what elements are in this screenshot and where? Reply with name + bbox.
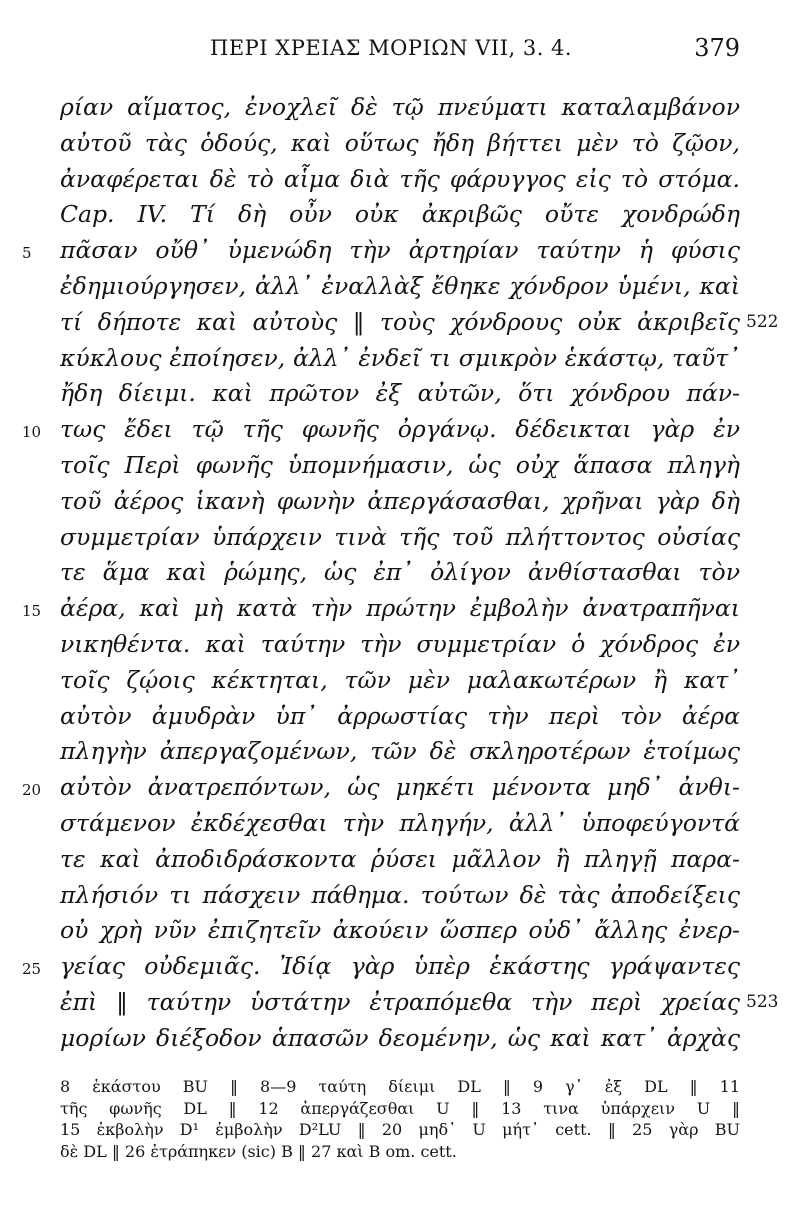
- line-text: οὐ χρὴ νῦν ἐπιζητεῖν ἀκούειν ὥσπερ οὐδ᾽ ἄλλης ἐνερ-: [60, 916, 740, 945]
- text-line: [0, 448, 800, 484]
- line-text: μορίων διέξοδον ἁπασῶν δεομένην, ὡς καὶ κατ᾽ ἀρχὰς: [60, 1023, 740, 1052]
- line-text: ἤδη δίειμι. καὶ πρῶτον ἐξ αὐτῶν, ὅτι χόνδρου πάν-: [60, 379, 740, 408]
- line-text: τε καὶ ἀποδιδράσκοντα ῥύσει μᾶλλον ἢ πληγῇ παρα-: [60, 844, 740, 873]
- page-header: [60, 36, 740, 66]
- text-line: [0, 197, 800, 233]
- text-line: [0, 770, 800, 806]
- text-line: [0, 520, 800, 556]
- text-line: [0, 985, 800, 1021]
- text-line: [0, 734, 800, 770]
- text-line: [0, 949, 800, 985]
- line-text: ἐδημιούργησεν, ἀλλ᾽ ἐναλλὰξ ἔθηκε χόνδρον ὑμένι, καὶ: [60, 271, 740, 300]
- text-line: [0, 484, 800, 520]
- line-text: συμμετρίαν ὑπάρχειν τινὰ τῆς τοῦ πλήττοντος οὐσίας: [60, 522, 740, 551]
- footnote-line: τῆς φωνῆς DL ‖ 12 ἀπεργάζεσθαι U ‖ 13 τινα ὑπάρχειν U ‖: [60, 1098, 740, 1118]
- line-text: στάμενον ἐκδέχεσθαι τὴν πληγήν, ἀλλ᾽ ὑποφεύγοντά: [60, 808, 740, 837]
- text-line: [0, 806, 800, 842]
- text-line: [0, 663, 800, 699]
- text-line: [0, 126, 800, 162]
- text-line: [0, 412, 800, 448]
- text-line: [0, 842, 800, 878]
- main-text: [0, 90, 800, 1057]
- line-text: αὐτοῦ τὰς ὁδούς, καὶ οὕτως ἤδη βήττει μὲν τὸ ζῷον,: [60, 128, 740, 157]
- apparatus-criticus: [60, 1076, 740, 1162]
- line-text: πᾶσαν οὔθ᾽ ὑμενώδη τὴν ἀρτηρίαν ταύτην ἡ φύσις: [60, 236, 740, 265]
- line-text: γείας οὐδεμιᾶς. Ἰδίᾳ γὰρ ὑπὲρ ἑκάστης γράψαντες: [60, 952, 740, 981]
- text-line: [0, 555, 800, 591]
- page-number: 379: [694, 34, 740, 62]
- margin-page-ref: 523: [746, 991, 779, 1012]
- text-line: [0, 233, 800, 269]
- line-text: ἀναφέρεται δὲ τὸ αἷμα διὰ τῆς φάρυγγος εἰς τὸ στόμα.: [60, 164, 740, 193]
- line-text: τε ἅμα καὶ ῥώμης, ὡς ἐπ᾽ ὀλίγον ἀνθίστασθαι τὸν: [60, 558, 740, 587]
- footnote-line: 15 ἐκβολὴν D¹ ἐμβολὴν D²LU ‖ 20 μηδ᾽ U μήτ᾽ cett. ‖ 25 γὰρ BU: [60, 1120, 740, 1139]
- line-number: 10: [22, 423, 42, 442]
- text-line: [0, 627, 800, 663]
- line-text: τως ἔδει τῷ τῆς φωνῆς ὀργάνῳ. δέδεικται γὰρ ἐν: [60, 415, 740, 444]
- line-text: τί δήποτε καὶ αὐτοὺς ‖ τοὺς χόνδρους οὐκ ἀκριβεῖς: [60, 307, 740, 336]
- text-line: [0, 878, 800, 914]
- text-line: [0, 341, 800, 377]
- line-text: Cap. IV. Τί δὴ οὖν οὐκ ἀκριβῶς οὔτε χονδρώδη: [60, 200, 740, 229]
- line-text: πληγὴν ἀπεργαζομένων, τῶν δὲ σκληροτέρων ἑτοίμως: [60, 737, 740, 766]
- text-line: [0, 305, 800, 341]
- text-line: [0, 699, 800, 735]
- text-line: [0, 1021, 800, 1057]
- line-text: ἀέρα, καὶ μὴ κατὰ τὴν πρώτην ἐμβολὴν ἀνατραπῆναι: [60, 594, 740, 623]
- footnote-line: δὲ DL ‖ 26 ἐτράπηκεν (sic) B ‖ 27 καὶ B om. cett.: [60, 1141, 457, 1161]
- line-number: 15: [22, 602, 42, 621]
- line-text: ρίαν αἵματος, ἐνοχλεῖ δὲ τῷ πνεύματι καταλαμβάνον: [60, 93, 740, 121]
- line-number: 20: [22, 781, 42, 800]
- line-text: κύκλους ἐποίησεν, ἀλλ᾽ ἐνδεῖ τι σμικρὸν ἑκάστῳ, ταῦτ᾽: [60, 343, 740, 372]
- text-line: [0, 913, 800, 949]
- text-line: [0, 269, 800, 305]
- margin-page-ref: 522: [746, 311, 779, 332]
- line-text: πλήσιόν τι πάσχειν πάθημα. τούτων δὲ τὰς ἀποδείξεις: [60, 880, 740, 909]
- line-text: αὐτὸν ἀνατρεπόντων, ὡς μηκέτι μένοντα μηδ᾽ ἀνθι-: [60, 773, 740, 802]
- line-text: τοῖς ζῴοις κέκτηται, τῶν μὲν μαλακωτέρων ἢ κατ᾽: [60, 665, 740, 694]
- text-line: [0, 591, 800, 627]
- line-text: νικηθέντα. καὶ ταύτην τὴν συμμετρίαν ὁ χόνδρος ἐν: [60, 629, 740, 658]
- line-text: τοῦ ἀέρος ἱκανὴ φωνὴν ἀπεργάσασθαι, χρῆναι γὰρ δὴ: [60, 486, 740, 515]
- text-line: [0, 376, 800, 412]
- line-text: τοῖς Περὶ φωνῆς ὑπομνήμασιν, ὡς οὐχ ἅπασα πληγὴ: [60, 450, 740, 479]
- line-number: 25: [22, 960, 42, 979]
- text-line: [0, 90, 800, 126]
- running-title: ΠΕΡΙ ΧΡΕΙΑΣ ΜΟΡΙΩΝ VII, 3. 4.: [210, 36, 573, 60]
- line-text: αὐτὸν ἀμυδρὰν ὑπ᾽ ἀρρωστίας τὴν περὶ τὸν ἀέρα: [60, 701, 740, 730]
- line-text: ἐπὶ ‖ ταύτην ὑστάτην ἐτραπόμεθα τὴν περὶ χρείας: [60, 987, 740, 1016]
- footnote-line: 8 ἑκάστου BU ‖ 8—9 ταύτη δίειμι DL ‖ 9 γ᾽ ἐξ DL ‖ 11: [60, 1077, 740, 1096]
- text-line: [0, 162, 800, 198]
- line-number: 5: [22, 244, 32, 263]
